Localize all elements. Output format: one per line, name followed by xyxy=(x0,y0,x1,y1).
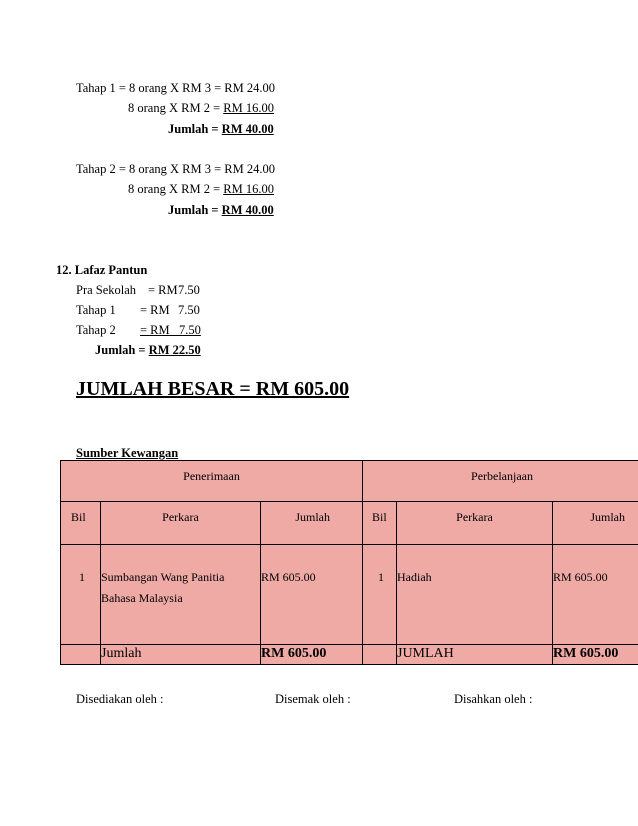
right-perkara-header xyxy=(396,501,553,545)
tahap2-total-prefix: Jumlah = xyxy=(168,203,222,217)
section12-row-pra-eq: = RM xyxy=(148,283,178,297)
left-footer-bil xyxy=(60,644,101,665)
perbelanjaan-label: Perbelanjaan xyxy=(471,469,533,483)
section12-row-t2-label: Tahap 2 xyxy=(76,323,116,337)
left-row-perkara-line1: Sumbangan Wang Panitia xyxy=(101,570,225,584)
tahap2-line1: Tahap 2 = 8 orang X RM 3 = RM 24.00 xyxy=(76,162,275,176)
section12-row-t2-eq-value xyxy=(140,323,201,337)
section12-row-t1-value: 7.50 xyxy=(178,303,200,317)
section12-row-t2-value: 7.50 xyxy=(179,323,201,337)
tahap1-line2-prefix: 8 orang X RM 2 = xyxy=(128,101,224,115)
disediakan-label: Disediakan oleh : xyxy=(76,692,164,706)
left-footer-label xyxy=(100,644,261,665)
section12-total-value: RM 22.50 xyxy=(148,343,201,357)
left-perkara-header-text: Perkara xyxy=(162,510,199,524)
tahap2-line2 xyxy=(128,182,274,196)
tahap2-line2-value: RM 16.00 xyxy=(223,182,274,196)
right-row-bil-text: 1 xyxy=(378,570,384,584)
tahap1-total-prefix: Jumlah = xyxy=(168,122,222,136)
tahap1-line2-value: RM 16.00 xyxy=(223,101,274,115)
section12-row-pra-value: 7.50 xyxy=(178,283,200,297)
right-row-jumlah-text: RM 605.00 xyxy=(553,570,608,584)
tahap1-total-value: RM 40.00 xyxy=(221,122,274,136)
sumber-title: Sumber Kewangan xyxy=(76,446,179,460)
section12-row-t2-eq: = RM xyxy=(140,323,170,337)
section12-total xyxy=(95,343,201,357)
left-perkara-header xyxy=(100,501,261,545)
left-row-jumlah xyxy=(260,544,363,645)
grand-total: JUMLAH BESAR = RM 605.00 xyxy=(76,378,350,400)
tahap2-line2-prefix: 8 orang X RM 2 = xyxy=(128,182,224,196)
penerimaan-header xyxy=(60,460,363,502)
section12-heading: 12. Lafaz Pantun xyxy=(56,263,148,277)
penerimaan-label: Penerimaan xyxy=(183,469,240,483)
right-perkara-header-text: Perkara xyxy=(456,510,493,524)
tahap1-line1: Tahap 1 = 8 orang X RM 3 = RM 24.00 xyxy=(76,81,275,95)
right-footer-value-text: RM 605.00 xyxy=(553,646,619,661)
left-row-bil-text: 1 xyxy=(79,570,85,584)
left-row-perkara-line2: Bahasa Malaysia xyxy=(101,591,183,605)
tahap2-total xyxy=(168,203,274,217)
section12-total-prefix: Jumlah = xyxy=(95,343,149,357)
right-jumlah-header-text: Jumlah xyxy=(590,510,625,524)
right-row-perkara-text: Hadiah xyxy=(397,570,432,584)
left-footer-label-text: Jumlah xyxy=(101,646,142,661)
left-row-jumlah-text: RM 605.00 xyxy=(261,570,316,584)
disemak-label: Disemak oleh : xyxy=(275,692,351,706)
right-bil-header xyxy=(362,501,397,545)
perbelanjaan-header xyxy=(362,460,638,502)
section12-row-t1-label: Tahap 1 xyxy=(76,303,116,317)
left-footer-value xyxy=(260,644,363,665)
right-row-jumlah xyxy=(552,544,638,645)
section12-row-t1-eq: = RM xyxy=(140,303,170,317)
left-row-bil xyxy=(60,544,101,645)
left-bil-header-text: Bil xyxy=(71,510,86,524)
left-footer-value-text: RM 605.00 xyxy=(261,646,327,661)
right-row-bil xyxy=(362,544,397,645)
right-footer-bil xyxy=(362,644,397,665)
tahap1-total xyxy=(168,122,274,136)
left-jumlah-header xyxy=(260,501,363,545)
right-footer-value xyxy=(552,644,638,665)
left-jumlah-header-text: Jumlah xyxy=(295,510,330,524)
disahkan-label: Disahkan oleh : xyxy=(454,692,533,706)
right-row-perkara xyxy=(396,544,553,645)
right-footer-label-text: JUMLAH xyxy=(397,646,454,661)
left-row-perkara xyxy=(100,544,261,645)
tahap1-line2 xyxy=(128,101,274,115)
right-footer-label xyxy=(396,644,553,665)
sumber-table xyxy=(60,460,638,665)
right-jumlah-header xyxy=(552,501,638,545)
section12-row-pra-label: Pra Sekolah xyxy=(76,283,137,297)
tahap2-total-value: RM 40.00 xyxy=(221,203,274,217)
right-bil-header-text: Bil xyxy=(372,510,387,524)
left-bil-header xyxy=(60,501,101,545)
